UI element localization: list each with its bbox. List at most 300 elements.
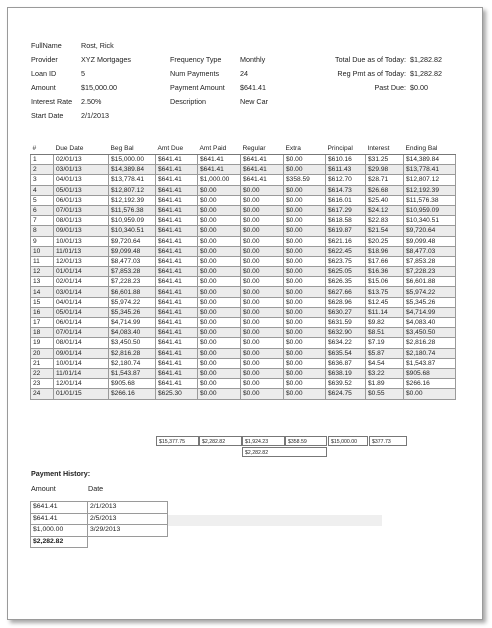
table-cell: $0.00 xyxy=(198,195,241,205)
history-row xyxy=(31,513,168,525)
regpmt-label: Reg Pmt as of Today: xyxy=(337,69,406,78)
table-cell: $0.00 xyxy=(284,195,326,205)
history-cell: 2/5/2013 xyxy=(88,513,168,525)
table-cell: $614.73 xyxy=(326,185,366,195)
rate-value: 2.50% xyxy=(81,97,102,106)
table-cell: $1,543.87 xyxy=(404,358,456,368)
table-cell: $13.75 xyxy=(366,287,404,297)
table-cell: $641.41 xyxy=(241,155,284,165)
table-cell: $11.14 xyxy=(366,307,404,317)
table-cell: $4,714.99 xyxy=(109,318,156,328)
table-cell: $12,807.12 xyxy=(109,185,156,195)
table-cell: $0.00 xyxy=(241,287,284,297)
table-cell: $0.00 xyxy=(284,358,326,368)
history-cell: 3/29/2013 xyxy=(88,525,168,537)
table-header-row xyxy=(31,142,456,155)
table-cell: $0.00 xyxy=(198,389,241,399)
table-cell: $5.87 xyxy=(366,348,404,358)
amount-label: Amount xyxy=(31,83,56,92)
table-cell: $10,959.09 xyxy=(404,205,456,215)
table-cell: $641.41 xyxy=(156,348,198,358)
table-cell: $12,192.39 xyxy=(404,185,456,195)
table-cell: $8.51 xyxy=(366,328,404,338)
table-cell: $641.41 xyxy=(156,267,198,277)
table-cell: $12,807.12 xyxy=(404,175,456,185)
table-cell: $0.00 xyxy=(241,205,284,215)
table-cell: $0.00 xyxy=(241,348,284,358)
table-cell: $641.41 xyxy=(156,297,198,307)
table-cell: 10/01/13 xyxy=(54,236,109,246)
column-header: Principal xyxy=(326,142,366,155)
table-cell: 3 xyxy=(31,175,54,185)
table-cell: $641.41 xyxy=(156,287,198,297)
payamt-value: $641.41 xyxy=(240,83,266,92)
table-cell: $2,180.74 xyxy=(109,358,156,368)
table-cell: 02/01/14 xyxy=(54,277,109,287)
table-cell: $0.00 xyxy=(241,389,284,399)
table-cell: $0.00 xyxy=(284,205,326,215)
table-cell: 15 xyxy=(31,297,54,307)
column-header: Extra xyxy=(284,142,326,155)
table-cell: $625.05 xyxy=(326,267,366,277)
table-cell: $627.66 xyxy=(326,287,366,297)
table-row xyxy=(31,368,456,378)
table-cell: $0.00 xyxy=(284,287,326,297)
table-cell: $9.82 xyxy=(366,318,404,328)
pastdue-value: $0.00 xyxy=(410,83,428,92)
table-cell: $22.83 xyxy=(366,216,404,226)
table-cell: $8,477.03 xyxy=(109,256,156,266)
table-row xyxy=(31,165,456,175)
table-cell: $905.68 xyxy=(109,379,156,389)
table-cell: $0.00 xyxy=(198,358,241,368)
table-cell: $0.00 xyxy=(241,379,284,389)
table-cell: $0.00 xyxy=(198,328,241,338)
table-cell: $641.41 xyxy=(156,318,198,328)
report-page xyxy=(7,7,483,620)
table-row xyxy=(31,267,456,277)
table-cell: $623.75 xyxy=(326,256,366,266)
table-cell: $0.00 xyxy=(284,155,326,165)
table-cell: $3,450.50 xyxy=(404,328,456,338)
column-header: Due Date xyxy=(54,142,109,155)
history-cell: 2/1/2013 xyxy=(88,502,168,514)
table-cell: $641.41 xyxy=(156,236,198,246)
table-cell: $1,543.87 xyxy=(109,368,156,378)
table-row xyxy=(31,185,456,195)
table-row xyxy=(31,205,456,215)
table-cell: $628.96 xyxy=(326,297,366,307)
table-cell: $0.00 xyxy=(404,389,456,399)
table-cell: $641.41 xyxy=(198,165,241,175)
table-cell: $641.41 xyxy=(156,165,198,175)
table-cell: $634.22 xyxy=(326,338,366,348)
table-cell: $7,228.23 xyxy=(109,277,156,287)
table-cell: $2,180.74 xyxy=(404,348,456,358)
table-cell: $13,778.41 xyxy=(109,175,156,185)
history-cell: $1,000.00 xyxy=(31,525,88,537)
table-cell: $358.59 xyxy=(284,175,326,185)
table-cell: $28.71 xyxy=(366,175,404,185)
table-cell: $621.16 xyxy=(326,236,366,246)
table-cell: $612.70 xyxy=(326,175,366,185)
total-extra: $358.59 xyxy=(285,436,327,446)
table-cell: $0.00 xyxy=(284,165,326,175)
table-cell: 8 xyxy=(31,226,54,236)
table-cell: $641.41 xyxy=(156,205,198,215)
table-cell: $0.00 xyxy=(284,379,326,389)
table-cell: $7,228.23 xyxy=(404,267,456,277)
table-cell: $0.00 xyxy=(241,328,284,338)
table-cell: $641.41 xyxy=(156,226,198,236)
table-row xyxy=(31,338,456,348)
table-cell: $630.27 xyxy=(326,307,366,317)
table-cell: $6,601.88 xyxy=(109,287,156,297)
table-cell: $18.96 xyxy=(366,246,404,256)
rate-label: Interest Rate xyxy=(31,97,73,106)
table-cell: $622.45 xyxy=(326,246,366,256)
table-cell: $11,576.38 xyxy=(404,195,456,205)
table-cell: $641.41 xyxy=(198,155,241,165)
start-value: 2/1/2013 xyxy=(81,111,109,120)
table-cell: $0.00 xyxy=(198,205,241,215)
table-row xyxy=(31,277,456,287)
table-cell: 13 xyxy=(31,277,54,287)
table-cell: $0.00 xyxy=(284,348,326,358)
table-cell: 2 xyxy=(31,165,54,175)
table-cell: $641.41 xyxy=(156,175,198,185)
total-amt-paid: $2,282.82 xyxy=(199,436,242,446)
amortization-table xyxy=(30,142,456,400)
table-cell: $641.41 xyxy=(156,328,198,338)
freq-label: Frequency Type xyxy=(170,55,222,64)
table-cell: $641.41 xyxy=(156,358,198,368)
table-cell: $0.00 xyxy=(198,246,241,256)
table-cell: 5 xyxy=(31,195,54,205)
table-cell: $6,601.88 xyxy=(404,277,456,287)
table-cell: $641.41 xyxy=(156,277,198,287)
table-cell: 01/01/14 xyxy=(54,267,109,277)
table-cell: $905.68 xyxy=(404,368,456,378)
history-cell: $641.41 xyxy=(31,513,88,525)
table-cell: $0.00 xyxy=(198,216,241,226)
table-cell: $5,974.22 xyxy=(404,287,456,297)
table-cell: $641.41 xyxy=(156,216,198,226)
table-cell: 20 xyxy=(31,348,54,358)
table-cell: 06/01/13 xyxy=(54,195,109,205)
table-cell: $7,853.28 xyxy=(404,256,456,266)
table-cell: $5,974.22 xyxy=(109,297,156,307)
column-header: Interest xyxy=(366,142,404,155)
table-cell: 11 xyxy=(31,256,54,266)
table-cell: $9,720.64 xyxy=(404,226,456,236)
table-cell: 14 xyxy=(31,287,54,297)
table-cell: 7 xyxy=(31,216,54,226)
table-cell: $25.40 xyxy=(366,195,404,205)
table-cell: $24.12 xyxy=(366,205,404,215)
table-cell: 12/01/14 xyxy=(54,379,109,389)
regpmt-value: $1,282.82 xyxy=(410,69,442,78)
table-cell: $0.00 xyxy=(198,338,241,348)
table-row xyxy=(31,216,456,226)
table-cell: $9,099.48 xyxy=(404,236,456,246)
table-cell: 11/01/13 xyxy=(54,246,109,256)
table-cell: $0.00 xyxy=(198,348,241,358)
table-cell: $0.00 xyxy=(284,389,326,399)
table-cell: $641.41 xyxy=(156,338,198,348)
table-cell: $13,778.41 xyxy=(404,165,456,175)
loanid-value: 5 xyxy=(81,69,85,78)
table-cell: $641.41 xyxy=(156,368,198,378)
table-cell: $0.00 xyxy=(241,236,284,246)
table-cell: $0.00 xyxy=(241,277,284,287)
table-cell: $632.90 xyxy=(326,328,366,338)
table-cell: $12,192.39 xyxy=(109,195,156,205)
table-cell: $0.00 xyxy=(284,297,326,307)
table-cell: 03/01/13 xyxy=(54,165,109,175)
table-cell: 07/01/14 xyxy=(54,328,109,338)
table-cell: $0.00 xyxy=(241,307,284,317)
table-cell: $0.00 xyxy=(284,328,326,338)
table-cell: 23 xyxy=(31,379,54,389)
payment-history-title: Payment History: xyxy=(31,469,91,478)
start-label: Start Date xyxy=(31,111,64,120)
nump-label: Num Payments xyxy=(170,69,220,78)
table-cell: 12 xyxy=(31,267,54,277)
table-cell: $8,477.03 xyxy=(404,246,456,256)
table-cell: $20.25 xyxy=(366,236,404,246)
table-cell: 05/01/13 xyxy=(54,185,109,195)
table-row xyxy=(31,328,456,338)
history-row xyxy=(31,502,168,514)
column-header: Regular xyxy=(241,142,284,155)
table-cell: $0.00 xyxy=(241,226,284,236)
table-cell: $610.16 xyxy=(326,155,366,165)
table-cell: 4 xyxy=(31,185,54,195)
table-cell: 12/01/13 xyxy=(54,256,109,266)
table-cell: 08/01/14 xyxy=(54,338,109,348)
table-cell: $631.59 xyxy=(326,318,366,328)
total-principal: $15,000.00 xyxy=(328,436,368,446)
table-row xyxy=(31,307,456,317)
total-interest: $377.73 xyxy=(369,436,407,446)
table-cell: $10,340.51 xyxy=(109,226,156,236)
table-cell: $26.68 xyxy=(366,185,404,195)
table-cell: $0.00 xyxy=(198,277,241,287)
table-cell: $9,099.48 xyxy=(109,246,156,256)
table-row xyxy=(31,195,456,205)
table-cell: 10/01/14 xyxy=(54,358,109,368)
column-header: Amt Due xyxy=(156,142,198,155)
table-cell: $1,000.00 xyxy=(198,175,241,185)
table-cell: 11/01/14 xyxy=(54,368,109,378)
table-cell: $617.29 xyxy=(326,205,366,215)
table-row xyxy=(31,175,456,185)
total-regular: $1,924.23 xyxy=(242,436,285,446)
table-cell: $0.00 xyxy=(198,287,241,297)
table-cell: $266.16 xyxy=(109,389,156,399)
table-cell: $16.36 xyxy=(366,267,404,277)
table-cell: $0.00 xyxy=(241,297,284,307)
table-cell: $12.45 xyxy=(366,297,404,307)
table-cell: 04/01/13 xyxy=(54,175,109,185)
provider-value: XYZ Mortgages xyxy=(81,55,131,64)
desc-label: Description xyxy=(170,97,206,106)
table-cell: $21.54 xyxy=(366,226,404,236)
table-cell: $4,083.40 xyxy=(404,318,456,328)
table-cell: $0.00 xyxy=(241,216,284,226)
table-cell: 01/01/15 xyxy=(54,389,109,399)
table-cell: $641.41 xyxy=(156,155,198,165)
table-cell: $0.00 xyxy=(198,267,241,277)
table-cell: $0.00 xyxy=(198,236,241,246)
table-cell: $0.00 xyxy=(284,236,326,246)
table-cell: $641.41 xyxy=(156,379,198,389)
table-cell: $3,450.50 xyxy=(109,338,156,348)
table-cell: $0.00 xyxy=(198,379,241,389)
table-cell: 04/01/14 xyxy=(54,297,109,307)
table-cell: 09/01/14 xyxy=(54,348,109,358)
provider-label: Provider xyxy=(31,55,58,64)
history-date-header: Date xyxy=(88,484,104,493)
table-cell: 1 xyxy=(31,155,54,165)
table-row xyxy=(31,358,456,368)
table-cell: $0.55 xyxy=(366,389,404,399)
table-cell: 09/01/13 xyxy=(54,226,109,236)
history-total-row xyxy=(31,536,168,548)
table-cell: $0.00 xyxy=(241,358,284,368)
table-cell: $0.00 xyxy=(198,226,241,236)
table-cell: $0.00 xyxy=(241,368,284,378)
table-row xyxy=(31,318,456,328)
payment-history-table xyxy=(30,501,168,548)
table-cell: $17.66 xyxy=(366,256,404,266)
column-header: # xyxy=(31,142,54,155)
table-cell: $625.30 xyxy=(156,389,198,399)
table-cell: $0.00 xyxy=(241,318,284,328)
table-cell: $29.98 xyxy=(366,165,404,175)
table-cell: $5,345.26 xyxy=(404,297,456,307)
table-cell: $641.41 xyxy=(156,256,198,266)
table-cell: $0.00 xyxy=(284,226,326,236)
table-cell: $0.00 xyxy=(241,256,284,266)
table-cell: $616.01 xyxy=(326,195,366,205)
table-cell: 07/01/13 xyxy=(54,205,109,215)
totaldue-label: Total Due as of Today: xyxy=(335,55,406,64)
desc-value: New Car xyxy=(240,97,268,106)
table-cell: 10 xyxy=(31,246,54,256)
table-cell: $0.00 xyxy=(198,368,241,378)
table-cell: $0.00 xyxy=(284,256,326,266)
table-cell: $266.16 xyxy=(404,379,456,389)
table-row xyxy=(31,389,456,399)
table-cell: 6 xyxy=(31,205,54,215)
table-cell: $14,389.84 xyxy=(404,155,456,165)
freq-value: Monthly xyxy=(240,55,266,64)
table-cell: $0.00 xyxy=(241,267,284,277)
table-cell: $15.06 xyxy=(366,277,404,287)
table-cell: $0.00 xyxy=(241,338,284,348)
table-row xyxy=(31,246,456,256)
table-cell: $641.41 xyxy=(156,307,198,317)
table-cell: $641.41 xyxy=(241,175,284,185)
table-cell: $0.00 xyxy=(241,246,284,256)
table-cell: 19 xyxy=(31,338,54,348)
table-cell: $611.43 xyxy=(326,165,366,175)
table-cell: $0.00 xyxy=(241,185,284,195)
table-row xyxy=(31,226,456,236)
table-cell: $0.00 xyxy=(284,368,326,378)
table-cell: $638.19 xyxy=(326,368,366,378)
history-row xyxy=(31,525,168,537)
table-row xyxy=(31,155,456,165)
table-row xyxy=(31,236,456,246)
pastdue-label: Past Due: xyxy=(374,83,406,92)
table-row xyxy=(31,287,456,297)
table-cell: $0.00 xyxy=(284,185,326,195)
table-cell: $1.89 xyxy=(366,379,404,389)
table-cell: $2,816.28 xyxy=(109,348,156,358)
table-cell: $626.35 xyxy=(326,277,366,287)
table-cell: 03/01/14 xyxy=(54,287,109,297)
history-amount-header: Amount xyxy=(31,484,56,493)
table-cell: $641.41 xyxy=(241,165,284,175)
table-cell: $641.41 xyxy=(156,246,198,256)
table-cell: $635.54 xyxy=(326,348,366,358)
table-row xyxy=(31,256,456,266)
table-cell: $618.58 xyxy=(326,216,366,226)
table-cell: 18 xyxy=(31,328,54,338)
table-cell: 24 xyxy=(31,389,54,399)
table-cell: $0.00 xyxy=(198,297,241,307)
table-cell: $4,714.99 xyxy=(404,307,456,317)
amount-value: $15,000.00 xyxy=(81,83,117,92)
table-cell: 22 xyxy=(31,368,54,378)
payamt-label: Payment Amount xyxy=(170,83,225,92)
table-cell: $0.00 xyxy=(241,195,284,205)
table-cell: $641.41 xyxy=(156,185,198,195)
table-cell: $11,576.38 xyxy=(109,205,156,215)
table-cell: $10,340.51 xyxy=(404,216,456,226)
table-cell: $0.00 xyxy=(284,318,326,328)
loanid-label: Loan ID xyxy=(31,69,57,78)
column-header: Ending Bal xyxy=(404,142,456,155)
table-cell: 08/01/13 xyxy=(54,216,109,226)
table-cell: $9,720.64 xyxy=(109,236,156,246)
table-cell: 21 xyxy=(31,358,54,368)
table-cell: $0.00 xyxy=(284,216,326,226)
table-cell: $0.00 xyxy=(198,318,241,328)
table-cell: $7,853.28 xyxy=(109,267,156,277)
nump-value: 24 xyxy=(240,69,248,78)
table-cell: $0.00 xyxy=(198,307,241,317)
table-cell: $0.00 xyxy=(198,185,241,195)
table-row xyxy=(31,297,456,307)
table-cell: $4.54 xyxy=(366,358,404,368)
table-row xyxy=(31,379,456,389)
table-cell: 9 xyxy=(31,236,54,246)
column-header: Beg Bal xyxy=(109,142,156,155)
table-cell: $31.25 xyxy=(366,155,404,165)
table-cell: $3.22 xyxy=(366,368,404,378)
table-cell: $636.87 xyxy=(326,358,366,368)
table-cell: $0.00 xyxy=(284,277,326,287)
table-cell: $14,389.84 xyxy=(109,165,156,175)
table-cell: $2,816.28 xyxy=(404,338,456,348)
table-cell: $641.41 xyxy=(156,195,198,205)
history-highlight-bar xyxy=(168,515,382,526)
totaldue-value: $1,282.82 xyxy=(410,55,442,64)
